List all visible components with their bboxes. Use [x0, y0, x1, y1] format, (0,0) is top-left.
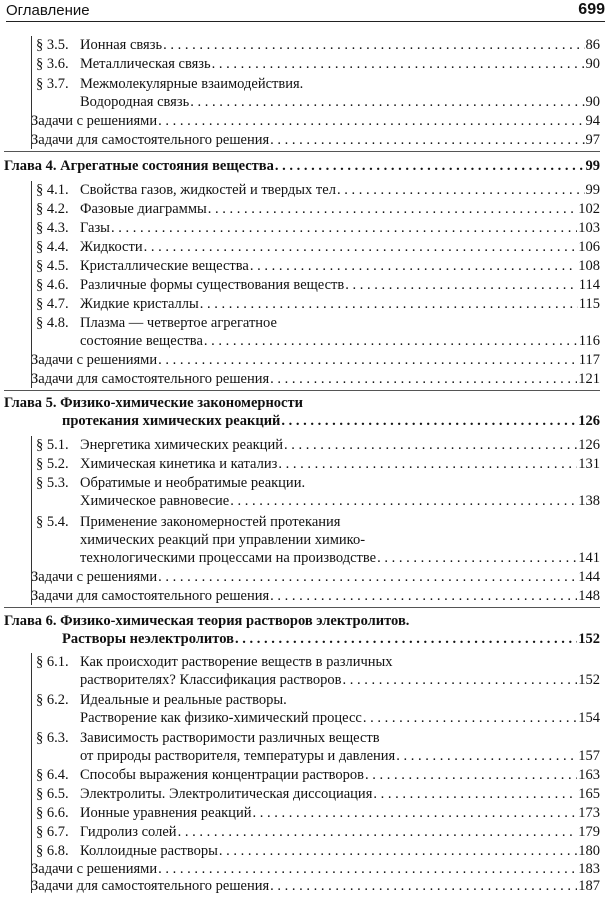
- toc-entry[interactable]: [80, 55, 600, 73]
- leader-dots: [163, 36, 584, 54]
- toc-entry-title: Плазма — четвертое агрегатное: [80, 315, 277, 331]
- toc-entry[interactable]: [80, 549, 600, 567]
- leader-dots: [204, 332, 578, 350]
- toc-entry[interactable]: [80, 276, 600, 294]
- toc-entry-title: Как происходит растворение веществ в различных: [80, 654, 393, 670]
- toc-entry-title-cont: технологическими процессами на производстве: [80, 550, 377, 566]
- chapter-bracket: [31, 653, 32, 893]
- chapter-divider: [4, 390, 600, 391]
- toc-entry[interactable]: [80, 93, 600, 111]
- toc-entry-title: Задачи с решениями: [31, 352, 158, 368]
- header-rule: [6, 21, 605, 22]
- toc-section-number: § 5.3.: [36, 475, 69, 491]
- toc-entry[interactable]: [80, 332, 600, 350]
- toc-entry-title-cont: от природы растворителя, температуры и давления: [80, 748, 396, 764]
- toc-entry-title: Энергетика химических реакций: [80, 437, 283, 453]
- toc-page-number: 115: [578, 296, 600, 312]
- toc-page-number: 173: [578, 805, 600, 821]
- toc-page-number: 117: [578, 352, 600, 368]
- toc-entry-title: Химическая кинетика и катализ: [80, 456, 278, 472]
- toc-entry-title: Фазовые диаграммы: [80, 201, 207, 217]
- toc-entry[interactable]: [80, 785, 600, 803]
- toc-entry-title-cont: Химическое равновесие: [80, 493, 230, 509]
- leader-dots: [363, 709, 577, 727]
- toc-entry-title: Жидкости: [80, 239, 143, 255]
- toc-page-number: 154: [578, 710, 600, 726]
- toc-section-number: § 3.7.: [36, 76, 69, 92]
- toc-section-number: § 5.4.: [36, 514, 69, 530]
- toc-entry[interactable]: [31, 860, 600, 878]
- leader-dots: [144, 238, 578, 256]
- toc-section-number: § 6.3.: [36, 730, 69, 746]
- toc-entry-title: Металлическая связь: [80, 56, 211, 72]
- toc-page-number: 179: [578, 824, 600, 840]
- leader-dots: [235, 630, 577, 648]
- toc-section-number: § 4.5.: [36, 258, 69, 274]
- leader-dots: [365, 766, 577, 784]
- toc-chapter-title: Глава 4. Агрегатные состояния вещества: [4, 158, 274, 174]
- chapter-divider: [4, 607, 600, 608]
- toc-entry-title: Свойства газов, жидкостей и твердых тел: [80, 182, 336, 198]
- toc-page-number: 148: [578, 588, 600, 604]
- toc-entry[interactable]: [31, 351, 600, 369]
- toc-page-number: 165: [578, 786, 600, 802]
- toc-page-number: 183: [578, 861, 600, 877]
- toc-entry-title-cont: химических реакций при управлении химико-: [80, 532, 366, 548]
- toc-entry[interactable]: [31, 370, 600, 388]
- toc-page-number: 102: [578, 201, 600, 217]
- leader-dots: [373, 785, 577, 803]
- toc-section-number: § 4.3.: [36, 220, 69, 236]
- toc-page-number: 138: [578, 493, 600, 509]
- toc-entry[interactable]: [31, 877, 600, 895]
- chapter-bracket: [31, 36, 32, 149]
- toc-entry-title: Жидкие кристаллы: [80, 296, 199, 312]
- toc-entry[interactable]: [80, 842, 600, 860]
- toc-chapter-entry[interactable]: [62, 412, 600, 430]
- page-number: 699: [578, 1, 605, 18]
- toc-page-number: 97: [585, 132, 600, 148]
- toc-entry[interactable]: [80, 219, 600, 237]
- toc-page-number: 152: [578, 672, 600, 688]
- toc-entry[interactable]: [80, 709, 600, 727]
- toc-page-number: 116: [578, 333, 600, 349]
- leader-dots: [200, 295, 578, 313]
- leader-dots: [337, 181, 585, 199]
- toc-entry-title: Применение закономерностей протекания: [80, 514, 341, 530]
- toc-section-number: § 5.2.: [36, 456, 69, 472]
- toc-entry[interactable]: [80, 295, 600, 313]
- toc-entry-title-cont: растворителях? Классификация растворов: [80, 672, 342, 688]
- toc-entry-title: Гидролиз солей: [80, 824, 177, 840]
- toc-chapter-entry[interactable]: [62, 630, 600, 648]
- toc-entry-title: Задачи для самостоятельного решения: [31, 132, 270, 148]
- toc-entry[interactable]: [80, 238, 600, 256]
- toc-entry-title: Межмолекулярные взаимодействия.: [80, 76, 304, 92]
- toc-entry[interactable]: [80, 671, 600, 689]
- toc-entry-title: Способы выражения концентрации растворов: [80, 767, 365, 783]
- toc-entry-title: Идеальные и реальные растворы.: [80, 692, 287, 708]
- toc-entry[interactable]: [31, 112, 600, 130]
- toc-chapter-title-cont: протекания химических реакций: [62, 413, 281, 429]
- toc-entry-title-cont: Водородная связь: [80, 94, 190, 110]
- leader-dots: [208, 200, 578, 218]
- toc-entry-title: Коллоидные растворы: [80, 843, 218, 859]
- toc-entry-title: Кристаллические вещества: [80, 258, 249, 274]
- toc-entry[interactable]: [80, 257, 600, 275]
- toc-entry-title: Задачи с решениями: [31, 861, 158, 877]
- chapter-bracket: [31, 436, 32, 605]
- toc-page-number: 94: [585, 113, 600, 129]
- toc-entry-title-cont: состояние вещества: [80, 333, 203, 349]
- leader-dots: [270, 587, 577, 605]
- toc-entry[interactable]: [80, 747, 600, 765]
- toc-entry[interactable]: [80, 200, 600, 218]
- toc-chapter-title: Глава 6. Физико-химическая теория растворов электролитов.: [4, 613, 410, 629]
- toc-chapter-title: Глава 5. Физико-химические закономерности: [4, 395, 303, 411]
- toc-entry-title: Задачи для самостоятельного решения: [31, 371, 270, 387]
- leader-dots: [278, 455, 577, 473]
- leader-dots: [158, 568, 577, 586]
- toc-entry[interactable]: [31, 568, 600, 586]
- toc-entry[interactable]: [80, 823, 600, 841]
- toc-page-number: 144: [578, 569, 600, 585]
- leader-dots: [178, 823, 578, 841]
- toc-entry[interactable]: [31, 131, 600, 149]
- leader-dots: [190, 93, 584, 111]
- toc-entry-title: Задачи для самостоятельного решения: [31, 588, 270, 604]
- leader-dots: [345, 276, 578, 294]
- toc-page-number: 114: [578, 277, 600, 293]
- chapter-divider: [4, 151, 600, 152]
- toc-page-number: 126: [578, 437, 600, 453]
- toc-page-number: 152: [578, 631, 600, 647]
- toc-page-number: 90: [585, 94, 600, 110]
- toc-page-number: 187: [578, 878, 600, 894]
- toc-page-number: 126: [578, 413, 600, 429]
- toc-entry[interactable]: [80, 436, 600, 454]
- toc-section-number: § 6.2.: [36, 692, 69, 708]
- toc-entry-title: Газы: [80, 220, 110, 236]
- toc-section-number: § 4.1.: [36, 182, 69, 198]
- toc-section-number: § 6.8.: [36, 843, 69, 859]
- toc-page-number: 103: [578, 220, 600, 236]
- toc-page-number: 99: [585, 158, 600, 174]
- toc-page-number: 106: [578, 239, 600, 255]
- toc-page-number: 141: [578, 550, 600, 566]
- toc-entry-title: Ионные уравнения реакций: [80, 805, 252, 821]
- toc-entry[interactable]: [80, 492, 600, 510]
- toc-page-number: 99: [585, 182, 600, 198]
- leader-dots: [270, 877, 577, 895]
- toc-section-number: § 5.1.: [36, 437, 69, 453]
- leader-dots: [252, 804, 577, 822]
- toc-section-number: § 3.6.: [36, 56, 69, 72]
- toc-entry-title: Задачи с решениями: [31, 569, 158, 585]
- toc-entry-title: Ионная связь: [80, 37, 163, 53]
- toc-page-number: 163: [578, 767, 600, 783]
- toc-section-number: § 3.5.: [36, 37, 69, 53]
- toc-page-number: 108: [578, 258, 600, 274]
- running-header-title: Оглавление: [6, 2, 90, 19]
- toc-section-number: § 6.7.: [36, 824, 69, 840]
- leader-dots: [396, 747, 577, 765]
- toc-chapter-entry[interactable]: [4, 157, 600, 175]
- toc-entry[interactable]: [80, 766, 600, 784]
- toc-page-number: 86: [585, 37, 600, 53]
- toc-section-number: § 4.6.: [36, 277, 69, 293]
- toc-page-number: 180: [578, 843, 600, 859]
- toc-entry-title: Различные формы существования веществ: [80, 277, 345, 293]
- leader-dots: [270, 131, 584, 149]
- leader-dots: [158, 112, 584, 130]
- leader-dots: [275, 157, 585, 175]
- leader-dots: [230, 492, 577, 510]
- toc-entry-title: Задачи с решениями: [31, 113, 158, 129]
- toc-section-number: § 4.8.: [36, 315, 69, 331]
- toc-entry[interactable]: [80, 181, 600, 199]
- chapter-bracket: [31, 181, 32, 388]
- toc-section-number: § 6.4.: [36, 767, 69, 783]
- leader-dots: [212, 55, 585, 73]
- toc-section-number: § 4.4.: [36, 239, 69, 255]
- toc-entry[interactable]: [80, 804, 600, 822]
- toc-entry-title: Зависимость растворимости различных веществ: [80, 730, 380, 746]
- leader-dots: [158, 860, 577, 878]
- toc-section-number: § 4.7.: [36, 296, 69, 312]
- leader-dots: [219, 842, 577, 860]
- toc-entry-title: Задачи для самостоятельного решения: [31, 878, 270, 894]
- leader-dots: [281, 412, 577, 430]
- toc-entry-title-cont: Растворение как физико-химический процесс: [80, 710, 362, 726]
- toc-section-number: § 6.5.: [36, 786, 69, 802]
- toc-section-number: § 4.2.: [36, 201, 69, 217]
- toc-section-number: § 6.6.: [36, 805, 69, 821]
- toc-page-number: 121: [578, 371, 600, 387]
- toc-entry-title: Электролиты. Электролитическая диссоциация: [80, 786, 373, 802]
- running-header: [6, 0, 605, 24]
- toc-page-number: 157: [578, 748, 600, 764]
- leader-dots: [111, 219, 577, 237]
- toc-page-number: 90: [585, 56, 600, 72]
- toc-entry[interactable]: [31, 587, 600, 605]
- leader-dots: [284, 436, 577, 454]
- toc-chapter-title-cont: Растворы неэлектролитов: [62, 631, 234, 647]
- leader-dots: [377, 549, 577, 567]
- toc-section-number: § 6.1.: [36, 654, 69, 670]
- leader-dots: [158, 351, 578, 369]
- leader-dots: [342, 671, 577, 689]
- toc-page-number: 131: [578, 456, 600, 472]
- leader-dots: [250, 257, 577, 275]
- toc-entry[interactable]: [80, 455, 600, 473]
- leader-dots: [270, 370, 577, 388]
- toc-entry-title: Обратимые и необратимые реакции.: [80, 475, 306, 491]
- toc-entry[interactable]: [80, 36, 600, 54]
